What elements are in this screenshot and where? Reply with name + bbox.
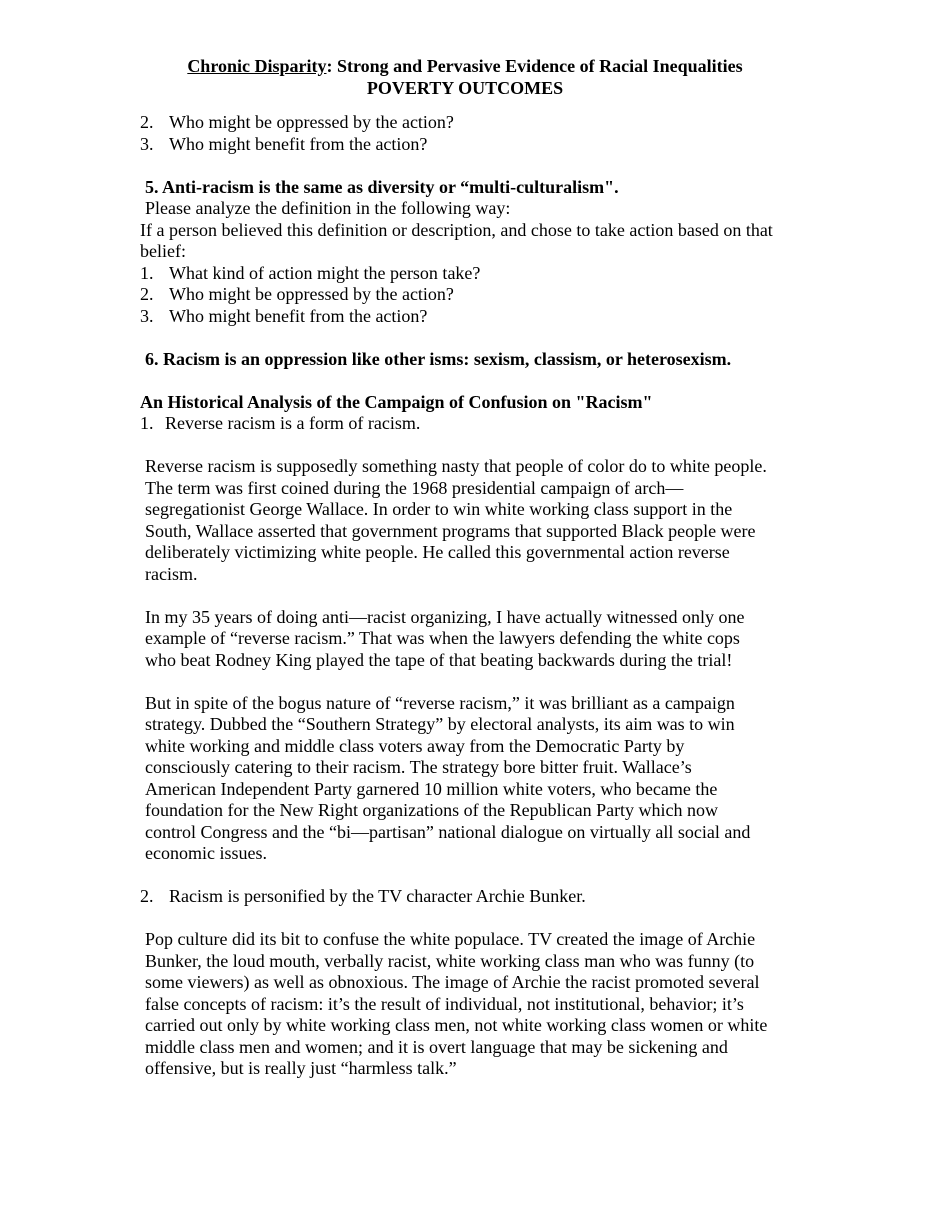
title-rest: : Strong and Pervasive Evidence of Racial Inequalities <box>326 56 743 76</box>
analysis-section <box>140 392 820 1080</box>
section5 <box>140 177 820 328</box>
document-header <box>125 56 805 99</box>
list-item: 2. Racism is personified by the TV character Archie Bunker. <box>140 886 586 906</box>
paragraph-southern-strategy: But in spite of the bogus nature of “reverse racism,” it was brilliant as a campaign strategy. Dubbed the “Southern Strategy” by electoral analysts, its aim was to win white working and middle class voters away from the Democratic Party by consciously catering to their racism. The strategy bore bitter fruit. Wallace’s American Independent Party garnered 10 million white voters, who became the foundation for the New Right organizations of the Republican Party which now control Congress and the “bi—partisan” national dialogue on virtually all social and economic issues. <box>145 692 751 863</box>
section6-heading: 6. Racism is an oppression like other isms: sexism, classism, or heterosexism. <box>145 348 732 369</box>
list-item: 3. Who might benefit from the action? <box>140 133 428 154</box>
section5-prompt: Please analyze the definition in the following way: <box>145 198 511 218</box>
title-underlined: Chronic Disparity <box>187 56 327 76</box>
list-item: 2. Who might be oppressed by the action? <box>140 112 454 132</box>
section4-tail-list <box>140 112 820 155</box>
section5-heading: 5. Anti-racism is the same as diversity or “multi-culturalism". <box>145 176 619 197</box>
list-item: 2. Who might be oppressed by the action? <box>140 284 454 304</box>
section5-instruction-line2: belief: <box>140 241 186 261</box>
document-page <box>140 56 820 1080</box>
list-item: 1. Reverse racism is a form of racism. <box>140 413 421 433</box>
analysis-heading: An Historical Analysis of the Campaign of Confusion on "Racism" <box>140 391 653 412</box>
list-item: 1. What kind of action might the person take? <box>140 262 481 283</box>
paragraph-reverse-racism: Reverse racism is supposedly something nasty that people of color do to white people. The term was first coined during the 1968 presidential campaign of arch— segregationist George Wallace. In order to win white working class support in the South, Wallace asserted that government programs that supported Black people were deliberately victimizing white people. He called this governmental action reverse racism. <box>145 456 767 584</box>
list-item: 3. Who might benefit from the action? <box>140 305 428 326</box>
paragraph-rodney-king: In my 35 years of doing anti—racist organizing, I have actually witnessed only one example of “reverse racism.” That was when the lawyers defending the white cops who beat Rodney King played the tape of that beating backwards during the trial! <box>145 606 745 670</box>
paragraph-archie-bunker: Pop culture did its bit to confuse the white populace. TV created the image of Archie Bunker, the loud mouth, verbally racist, white working class man who was funny (to some viewers) as well as obnoxious. The image of Archie the racist promoted several false concepts of racism: it’s the result of individual, not institutional, behavior; it’s carried out only by white working class men, not white working class women or white middle class men and women; and it is overt language that may be sickening and offensive, but is really just “harmless talk.” <box>145 929 768 1078</box>
page-subtitle: POVERTY OUTCOMES <box>366 77 564 98</box>
page-title <box>125 56 805 78</box>
section5-instruction-line1: If a person believed this definition or description, and chose to take action based on that <box>140 219 773 240</box>
